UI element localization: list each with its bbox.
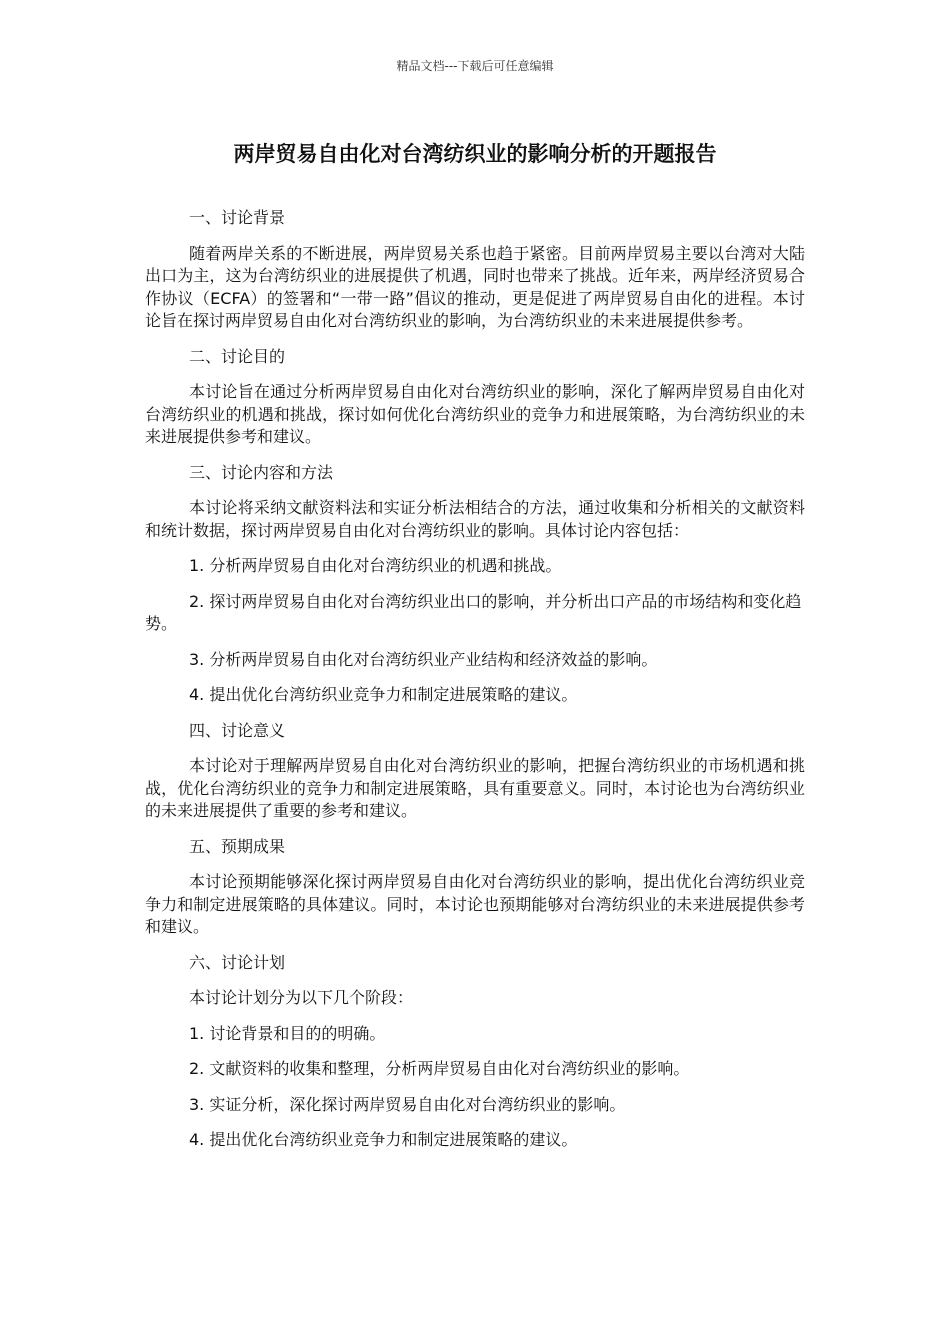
section-paragraph: 本讨论将采纳文献资料法和实证分析法相结合的方法，通过收集和分析相关的文献资料和统计数据，探讨两岸贸易自由化对台湾纺织业的影响。具体讨论内容包括： xyxy=(145,498,805,540)
list-item: 3. 分析两岸贸易自由化对台湾纺织业产业结构和经济效益的影响。 xyxy=(189,649,658,669)
section-paragraph: 本讨论预期能够深化探讨两岸贸易自由化对台湾纺织业的影响，提出优化台湾纺织业竞争力和制定进展策略的具体建议。同时，本讨论也预期能够对台湾纺织业的未来进展提供参考和建议。 xyxy=(145,872,805,936)
list-item: 3. 实证分析，深化探讨两岸贸易自由化对台湾纺织业的影响。 xyxy=(189,1094,626,1114)
list-item: 4. 提出优化台湾纺织业竞争力和制定进展策略的建议。 xyxy=(189,685,578,704)
list-item: 2. 探讨两岸贸易自由化对台湾纺织业出口的影响，并分析出口产品的市场结构和变化趋势。 xyxy=(145,591,802,633)
section-paragraph: 本讨论对于理解两岸贸易自由化对台湾纺织业的影响，把握台湾纺织业的市场机遇和挑战，优化台湾纺织业的竞争力和制定进展策略，具有重要意义。同时，本讨论也为台湾纺织业的未来进展提供了重要的参考和建议。 xyxy=(145,756,805,820)
document-title: 两岸贸易自由化对台湾纺织业的影响分析的开题报告 xyxy=(233,142,717,166)
page-header-watermark: 精品文档---下载后可任意编辑 xyxy=(396,59,554,73)
list-item: 4. 提出优化台湾纺织业竞争力和制定进展策略的建议。 xyxy=(189,1130,578,1149)
section-paragraph: 随着两岸关系的不断进展，两岸贸易关系也趋于紧密。目前两岸贸易主要以台湾对大陆出口为主，这为台湾纺织业的进展提供了机遇，同时也带来了挑战。近年来，两岸经济贸易合作协议（ECFA）的签署和“一带一路”倡议的推动，更是促进了两岸贸易自由化的进程。本讨论旨在探讨两岸贸易自由化对台湾纺织业的影响，为台湾纺织业的未来进展提供参考。 xyxy=(145,243,805,330)
section-heading-background: 一、讨论背景 xyxy=(189,208,286,227)
section-heading-purpose: 二、讨论目的 xyxy=(189,346,286,366)
list-item: 1. 讨论背景和目的的明确。 xyxy=(189,1023,386,1043)
section-heading-significance: 四、讨论意义 xyxy=(189,720,286,740)
section-paragraph: 本讨论旨在通过分析两岸贸易自由化对台湾纺织业的影响，深化了解两岸贸易自由化对台湾纺织业的机遇和挑战，探讨如何优化台湾纺织业的竞争力和进展策略，为台湾纺织业的未来进展提供参考和建议。 xyxy=(145,382,805,446)
document-body xyxy=(145,207,805,1165)
section-paragraph: 本讨论计划分为以下几个阶段： xyxy=(189,988,414,1007)
section-heading-content-method: 三、讨论内容和方法 xyxy=(189,462,334,482)
section-heading-plan: 六、讨论计划 xyxy=(189,952,286,972)
list-item: 2. 文献资料的收集和整理，分析两岸贸易自由化对台湾纺织业的影响。 xyxy=(189,1059,690,1078)
section-heading-expected-results: 五、预期成果 xyxy=(189,836,286,856)
list-item: 1. 分析两岸贸易自由化对台湾纺织业的机遇和挑战。 xyxy=(189,556,562,575)
